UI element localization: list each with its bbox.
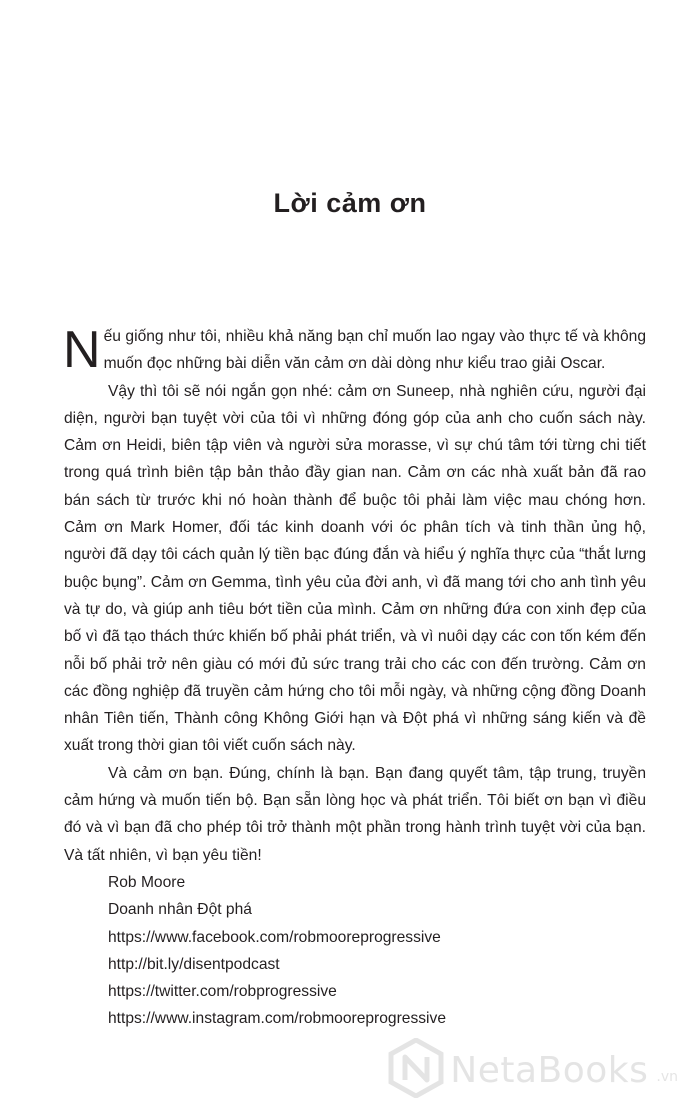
netabooks-logo-icon — [388, 1038, 444, 1103]
acknowledgement-body — [64, 323, 646, 1033]
drop-cap: N — [63, 321, 101, 379]
link-facebook[interactable]: https://www.facebook.com/robmooreprogressive — [108, 928, 441, 946]
page-title: Lời cảm ơn — [273, 188, 427, 219]
link-instagram[interactable]: https://www.instagram.com/robmooreprogressive — [108, 1010, 446, 1028]
link-twitter[interactable]: https://twitter.com/robprogressive — [108, 983, 337, 1001]
author-role: Doanh nhân Đột phá — [108, 901, 252, 919]
signature-block — [64, 869, 646, 1033]
watermark-suffix: .vn — [656, 1069, 678, 1085]
link-podcast[interactable]: http://bit.ly/disentpodcast — [108, 955, 280, 973]
paragraph-1 — [64, 323, 646, 378]
paragraph-2: Vậy thì tôi sẽ nói ngắn gọn nhé: cảm ơn Suneep, nhà nghiên cứu, người đại diện, người bạn tuyệt vời của tôi vì những đóng góp của anh cho cuốn sách này. Cảm ơn Heidi, biên tập viên và người sửa morasse, vì sự chú tâm tới từng chi tiết trong quá trình biên tập bản thảo đầy gian nan. Cảm ơn các nhà xuất bản đã rao bán sách từ trước khi nó hoàn thành để buộc tôi phải làm việc mau chóng hơn. Cảm ơn Mark Homer, đối tác kinh doanh với óc phân tích và tinh thần ủng hộ, người đã dạy tôi cách quản lý tiền bạc đúng đắn và hiểu ý nghĩa thực của “thắt lưng buộc bụng”. Cảm ơn Gemma, tình yêu của đời anh, vì đã mang tới cho anh tình yêu và tự do, và giúp anh tiêu bớt tiền của mình. Cảm ơn những đứa con xinh đẹp của bố vì đã tạo thách thức khiến bố phải phát triển, và vì nuôi dạy các con tốn kém đến nỗi bố phải trở nên giàu có mới đủ sức trang trải cho các con đến trường. Cảm ơn các đồng nghiệp đã truyền cảm hứng cho tôi mỗi ngày, và những cộng đồng Doanh nhân Tiên tiến, Thành công Không Giới hạn và Đột phá vì những sáng kiến và đề xuất trong thời gian tôi viết cuốn sách này. — [64, 382, 646, 755]
watermark-brand: NetaBooks — [450, 1049, 649, 1091]
paragraph-1-text: ếu giống như tôi, nhiều khả năng bạn chỉ muốn lao ngay vào thực tế và không muốn đọc những bài diễn văn cảm ơn dài dòng như kiểu trao giải Oscar. — [103, 328, 646, 373]
author-name: Rob Moore — [108, 873, 186, 891]
paragraph-3: Và cảm ơn bạn. Đúng, chính là bạn. Bạn đang quyết tâm, tập trung, truyền cảm hứng và muốn tiến bộ. Bạn sẵn lòng học và phát triển. Tôi biết ơn bạn vì điều đó và vì bạn đã cho phép tôi trở thành một phần trong hành trình tuyệt vời của bạn. Và tất nhiên, vì bạn yêu tiền! — [64, 764, 646, 864]
watermark — [388, 1040, 678, 1100]
